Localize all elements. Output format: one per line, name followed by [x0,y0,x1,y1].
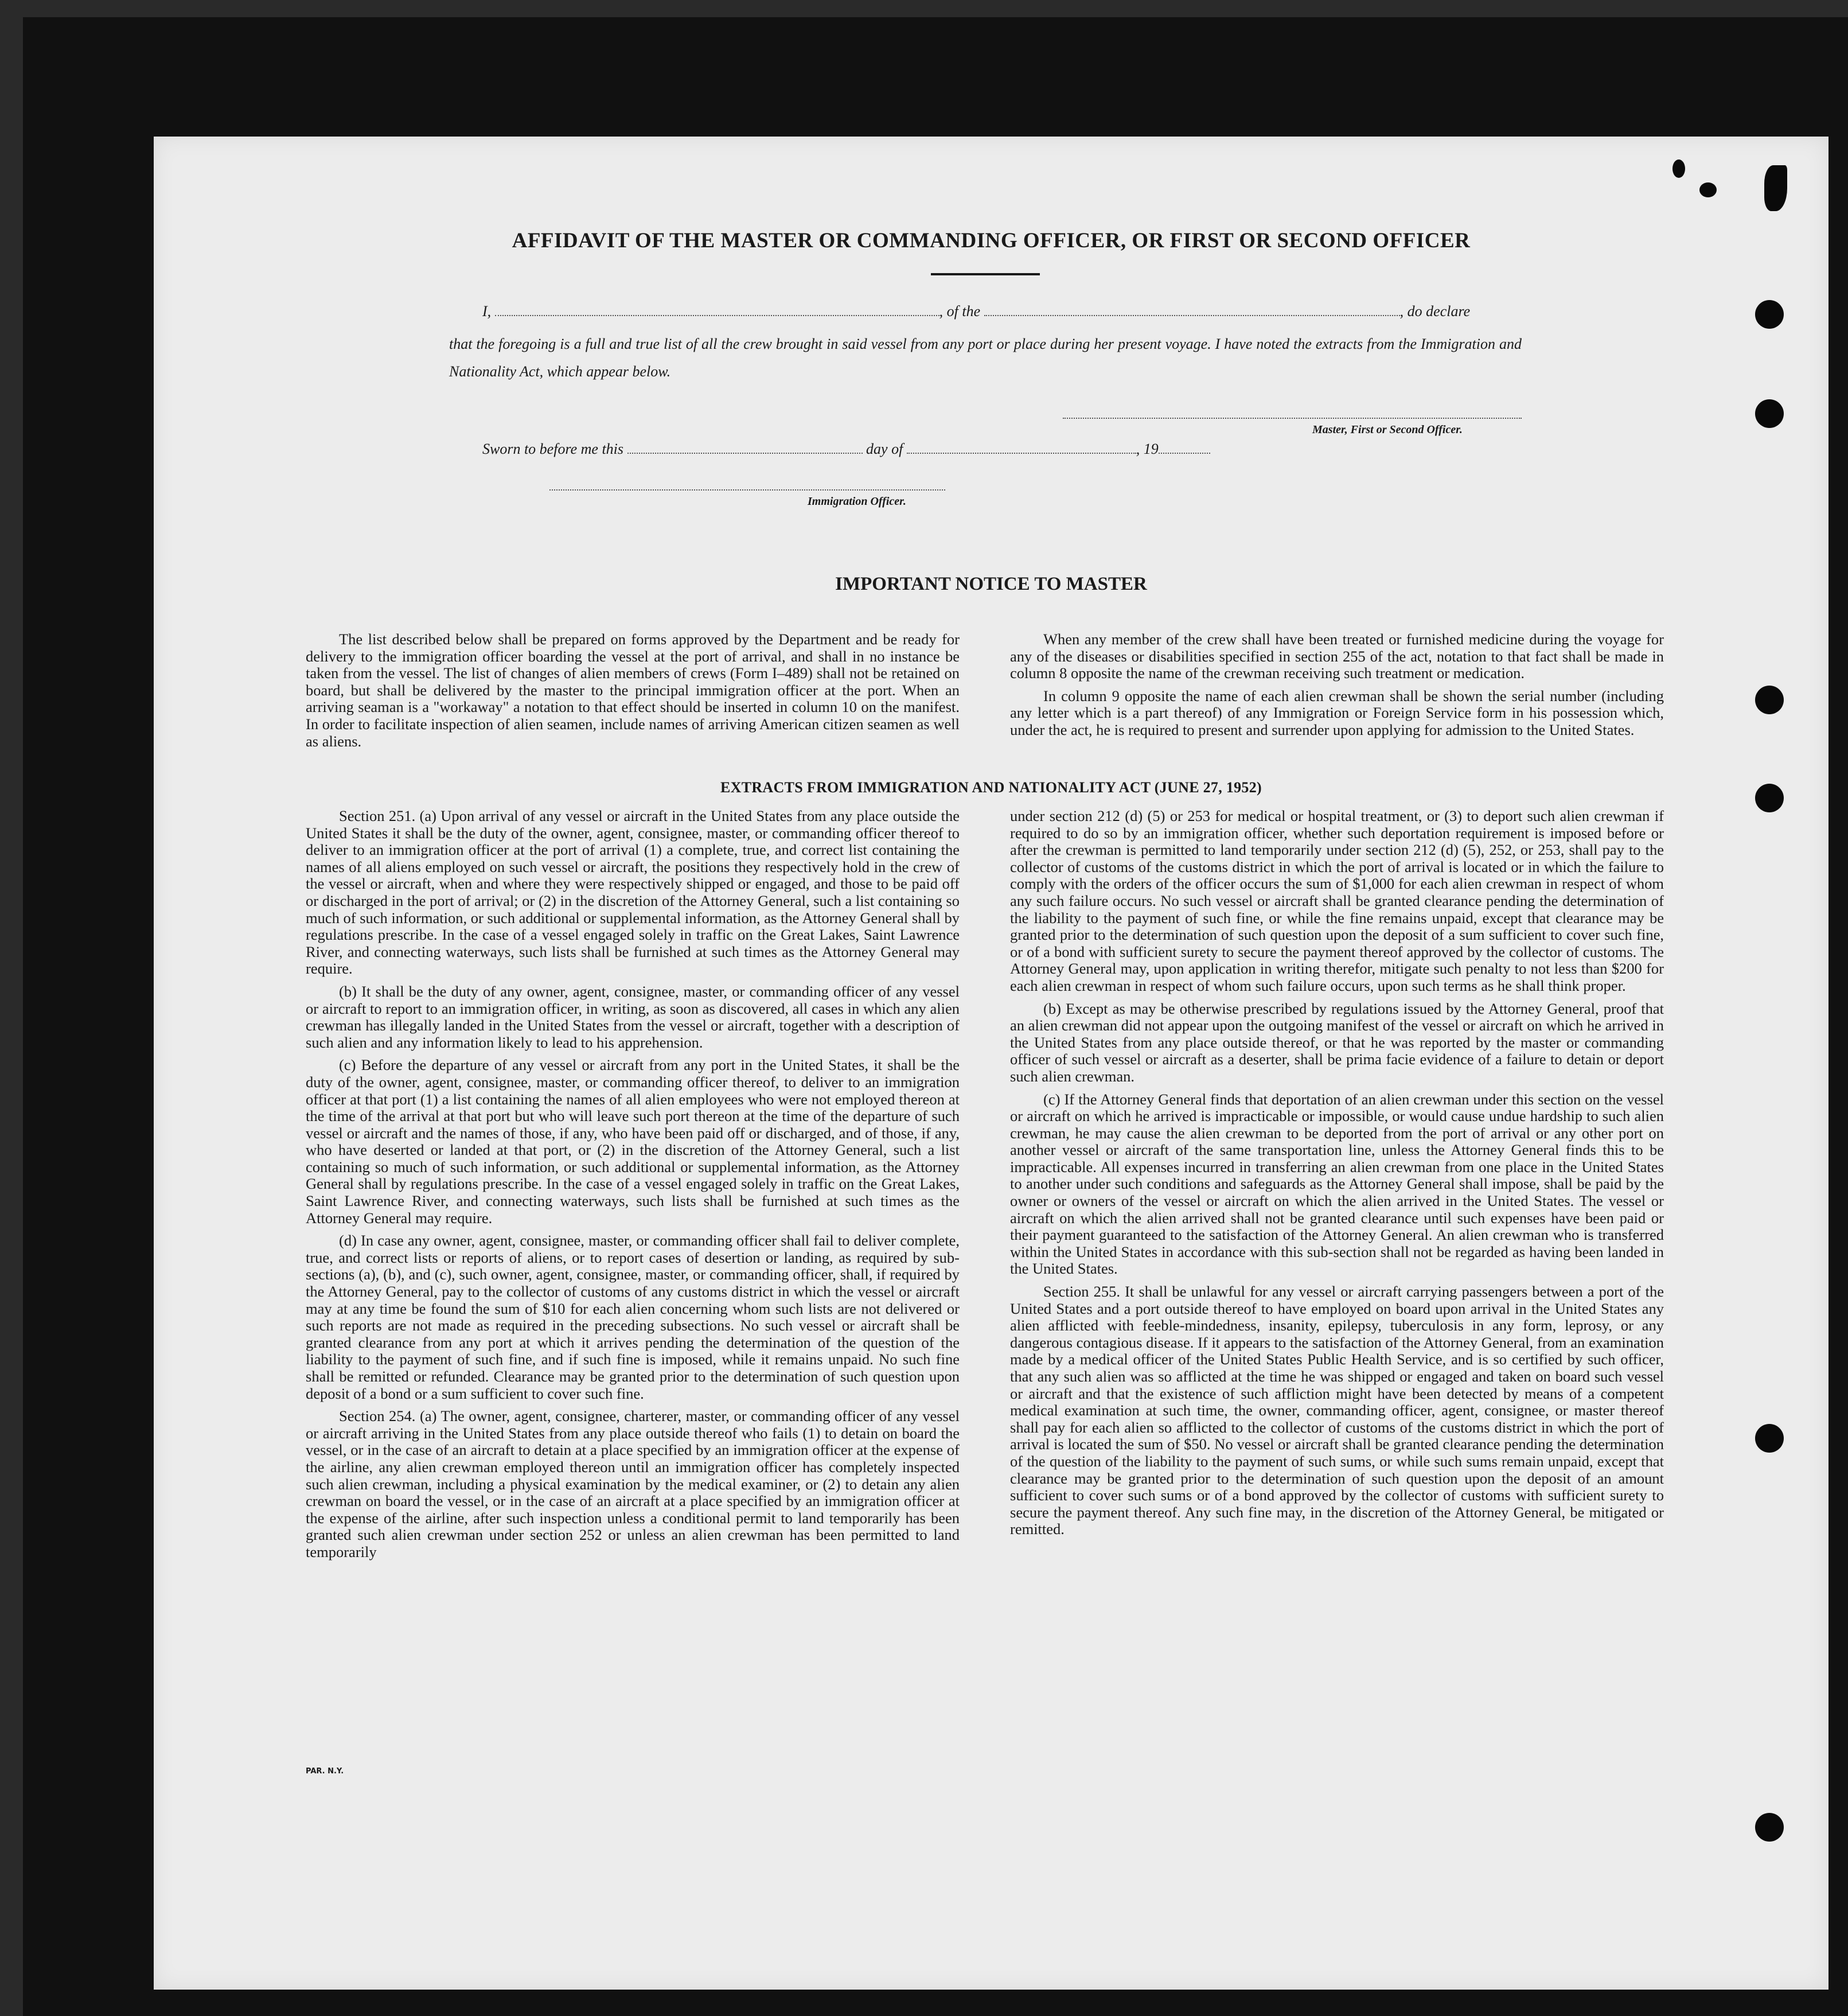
sworn-date-blank[interactable] [627,441,863,454]
notice-paragraph: The list described below shall be prepared on forms approved by the Department and be ready for delivery to the immigration officer boarding the vessel at the port of arrival, and shall in no instance be taken from the vessel. The list of changes of alien members of crews (Form I–489) shall not be retained on board, but shall be delivered by the master to the principal immigration officer at the port. When an arriving seaman is a "workaway" a notation to that effect should be inserted in column 10 on the manifest. In order to facilitate inspection of alien seamen, include names of arriving American citizen seamen as well as aliens. [306,631,960,750]
torn-corner [1764,165,1787,211]
extracts-right-column [1010,808,1664,1544]
section-251d-paragraph: (d) In case any owner, agent, consignee, master, or commanding officer shall fail to deliver complete, true, and correct lists or reports of aliens, or to report cases of desertion or landing, as required by sub-sections (a), (b), and (c), such owner, agent, consignee, master, or commanding officer, shall, if required by the Attorney General, pay to the collector of customs of any customs district in which the vessel or aircraft may at any time be found the sum of $10 for each alien concerning whom such lists are not delivered or such reports are not made as required in the preceding subsections. No such vessel or aircraft shall be granted clearance from any port at which it arrives pending the determination of the question of the liability to the payment of such fine, and if such fine is imposed, while it remains unpaid. No such fine shall be remitted or refunded. Clearance may be granted prior to the determination of such question upon deposit of a bond or a sum sufficient to cover such fine. [306,1232,960,1402]
notice-paragraph: In column 9 opposite the name of each alien crewman shall be shown the serial number (including any letter which is a part thereof) of any Immigration or Foreign Service form in his possession which, under the act, he is required to present and surrender upon applying for admission to the United States. [1010,687,1664,738]
vessel-blank[interactable] [984,303,1400,316]
extracts-title: EXTRACTS FROM IMMIGRATION AND NATIONALITY ACT (JUNE 27, 1952) [720,779,1262,796]
printer-mark: PAR. N.Y. [306,1767,344,1776]
notice-title: IMPORTANT NOTICE TO MASTER [835,574,1147,594]
affidavit-statement: that the foregoing is a full and true list of all the crew brought in said vessel from any port or place during her present voyage. I have noted the extracts from the Immigration and Nationality Act, which appear below. [449,336,1522,380]
affidavit-title: AFFIDAVIT OF THE MASTER OR COMMANDING OFFICER, OR FIRST OR SECOND OFFICER [512,229,1471,252]
officer-signature-label: Immigration Officer. [808,495,906,508]
hole-speck [1699,182,1717,197]
section-251-paragraph: Section 251. (a) Upon arrival of any vessel or aircraft in the United States from any place outside the United States it shall be the duty of the owner, agent, consignee, master, or commanding officer thereof to deliver to an immigration officer at the port of arrival (1) a complete, true, and correct list containing the names of all aliens employed on such vessel or aircraft, the positions they respectively hold in the crew of the vessel or aircraft, when and where they were respectively shipped or engaged, and those to be paid off or discharged in the port of arrival; or (2) in the discretion of the Attorney General, such a list containing so much of such information, or such additional or supplemental information, as the Attorney General shall by regulations prescribe. In the case of a vessel engaged solely in traffic on the Great Lakes, Saint Lawrence River, and connecting waterways, such lists shall be furnished at such times as the Attorney General may require. [306,807,960,978]
sworn-year-prefix: , 19 [1136,441,1159,457]
hole-speck [1672,159,1685,178]
scan-border-top [0,0,1848,17]
notice-paragraph: When any member of the crew shall have been treated or furnished medicine during the voyage for any of the diseases or disabilities specified in section 255 of the act, notation to that fact shall be made in column 8 opposite the name of the crewman receiving such treatment or medication. [1010,631,1664,682]
sworn-line [482,441,1210,458]
sworn-month-blank[interactable] [907,441,1136,454]
of-the-label: , of the [939,303,981,320]
binder-hole [1755,399,1784,428]
notice-right-column [1010,631,1664,745]
sworn-year-blank[interactable] [1159,441,1210,454]
name-blank[interactable] [495,303,939,316]
binder-hole [1755,686,1784,714]
section-254-paragraph: Section 254. (a) The owner, agent, consignee, charterer, master, or commanding officer of any vessel or aircraft arriving in the United States from any place outside thereof who fails (1) to detain on board the vessel, or in the case of an aircraft to detain at a place specified by an immigration officer at the expense of the airline, any alien crewman employed thereon until an immigration officer has completely inspected such alien crewman, including a physical examination by the medical examiner, or (2) to detain any alien crewman on board the vessel, or in the case of an aircraft at a place specified by an immigration officer at the expense of the airline, after such inspection unless a conditional permit to land temporarily has been granted such alien crewman under section 252 or unless an alien crewman has been permitted to land temporarily [306,1407,960,1560]
extracts-left-column [306,808,960,1567]
binder-hole [1755,300,1784,329]
binder-hole [1755,1813,1784,1842]
affidavit-i-label: I, [482,303,492,320]
section-255-paragraph: Section 255. It shall be unlawful for any vessel or aircraft carrying passengers between a port of the United States and a port outside thereof to have employed on board upon arrival in the United States any alien afflicted with feeble-mindedness, insanity, epilepsy, tuberculosis in any form, leprosy, or any dangerous contagious disease. If it appears to the satisfaction of the Attorney General, from an examination made by a medical officer of the United States Public Health Service, and is so certified by such officer, that any such alien was so afflicted at the time he was shipped or engaged and taken on board such vessel or aircraft and that the existence of such affliction might have been detected by means of a competent medical examination at such time, the owner, commanding officer, agent, consignee, or master thereof shall pay for each alien so afflicted to the collector of customs of the customs district in which the port of arrival is located the sum of $50. No vessel or aircraft shall be granted clearance pending the determination of the question of the liability to the payment of such sums, or while such sums remain unpaid, except that clearance may be granted prior to the determination of such question upon the deposit of an amount sufficient to cover such sums or of a bond approved by the collector of customs with sufficient surety to secure the payment thereof. Any such fine may, in the discretion of the Attorney General, be mitigated or remitted. [1010,1283,1664,1538]
scan-border-left [0,0,23,2016]
officer-signature-line[interactable] [549,489,945,491]
section-251b-paragraph: (b) It shall be the duty of any owner, agent, consignee, master, or commanding officer of any vessel or aircraft to report to an immigration officer, in writing, as soon as discovered, all cases in which any alien crewman has illegally landed in the United States from the vessel or aircraft, together with a description of such alien and any information likely to lead to his apprehension. [306,982,960,1051]
section-251c-paragraph: (c) Before the departure of any vessel or aircraft from any port in the United States, it shall be the duty of the owner, agent, consignee, master, or commanding officer thereof, to deliver to an immigration officer at that port (1) a list containing the names of all alien employees who were not employed thereon at the time of the arrival at that port but who will leave such port thereon at the time of the departure of such vessel or aircraft and the names of those, if any, who have been paid off or discharged, and of those, if any, who have deserted or landed at that port, or (2) in the discretion of the Attorney General, such a list containing so much of such information, or such additional or supplemental information, as the Attorney General shall by regulations prescribe. In the case of a vessel engaged solely in traffic on the Great Lakes, Saint Lawrence River, and connecting waterways, such lists shall be furnished at such times as the Attorney General may require. [306,1056,960,1227]
title-underline [931,273,1040,275]
sworn-prefix: Sworn to before me this [482,441,624,457]
section-254c-paragraph: (c) If the Attorney General finds that deportation of an alien crewman under this section on the vessel or aircraft on which he arrived is impracticable or impossible, or would cause undue hardship to such alien crewman, he may cause the alien crewman to be deported from the port of arrival or any other port on another vessel or aircraft of the same transportation line, unless the Attorney General finds this to be impracticable. All expenses incurred in transferring an alien crewman from one place in the United States to another under such conditions and safeguards as the Attorney General shall impose, shall be paid by the owner or owners of the vessel or aircraft on which the alien arrived in the United States. The vessel or aircraft on which the alien arrived shall not be granted clearance until such expenses have been paid or their payment guaranteed to the satisfaction of the Attorney General. An alien crewman who is transferred within the United States in accordance with this sub-section shall not be regarded as having been landed in the United States. [1010,1090,1664,1278]
document-page [154,137,1828,1990]
section-254b-paragraph: (b) Except as may be otherwise prescribed by regulations issued by the Attorney General, proof that an alien crewman did not appear upon the outgoing manifest of the vessel or aircraft on which he arrived in the United States from any place outside thereof, or that he was reported by the master or commanding officer of such vessel or aircraft as a deserter, shall be prima facie evidence of a failure to detain or deport such alien crewman. [1010,999,1664,1085]
master-signature-line[interactable] [1063,418,1522,419]
master-signature-label: Master, First or Second Officer. [1312,423,1463,436]
sworn-day-of: day of [866,441,903,457]
section-254-continued: under section 212 (d) (5) or 253 for medical or hospital treatment, or (3) to deport such alien crewman if required to do so by an immigration officer, whether such deportation requirement is imposed before or after the crewman is permitted to land temporarily under section 212 (d) (5), 252, or 253, shall pay to the collector of customs of the customs district in which the port of arrival is located or in which the failure to comply with the orders of the officer occurs the sum of $1,000 for each alien crewman in respect of whom any such failure occurs. No such vessel or aircraft shall be granted clearance pending the determination of the liability to the payment of such fine, or while the fine remains unpaid, except that clearance may be granted prior to the determination of such question upon the deposit of a sum sufficient to cover such fine, or of a bond with sufficient surety to secure the payment thereof approved by the collector of customs. The Attorney General may, upon application in writing therefor, mitigate such penalty to not less than $200 for each alien crewman in respect of whom such failure occurs, upon such terms as he shall think proper. [1010,807,1664,994]
binder-hole [1755,1424,1784,1453]
affidavit-name-line [482,303,1470,320]
notice-left-column [306,631,960,756]
declare-label: , do declare [1399,303,1471,320]
